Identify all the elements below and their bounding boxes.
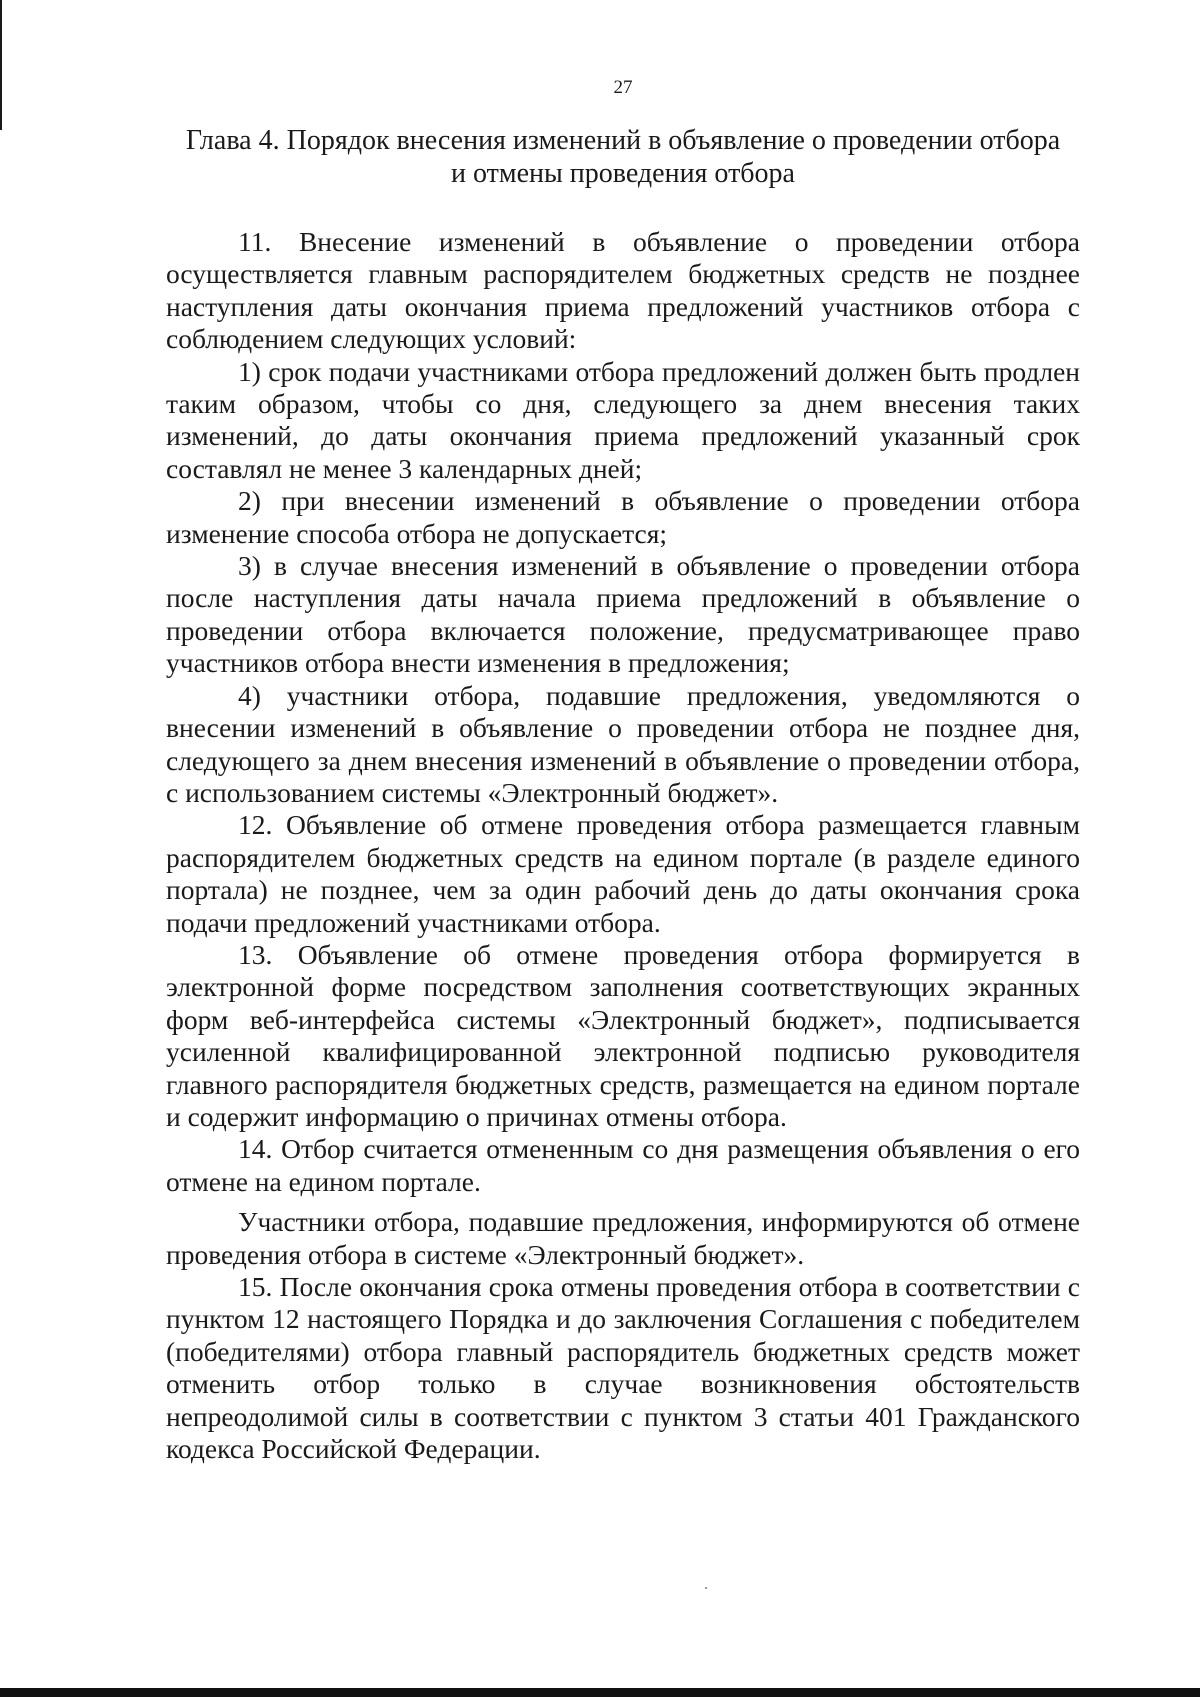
chapter-title-line-1: Глава 4. Порядок внесения изменений в объявление о проведении отбора [185, 125, 1061, 156]
paragraph-participants-notice: Участники отбора, подавшие предложения, информируются об отмене проведения отбора в системе «Электронный бюджет». [166, 1206, 1080, 1270]
paragraph-14: 14. Отбор считается отмененным со дня размещения объявления о его отмене на едином портале. [166, 1133, 1080, 1197]
paragraph-15: 15. После окончания срока отмены проведения отбора в соответствии с пунктом 12 настоящего Порядка и до заключения Соглашения с победителем (победителями) отбора главный распорядитель бюджетных средств может отменить отбор только в случае возникновения обстоятельств непреодолимой силы в соответствии с пунктом 3 статьи 401 Гражданского кодекса Российской Федерации. [166, 1271, 1080, 1465]
document-page [166, 70, 1080, 1465]
chapter-title [166, 125, 1080, 190]
paragraph-11: 11. Внесение изменений в объявление о проведении отбора осуществляется главным распорядителем бюджетных средств не позднее наступления даты окончания приема предложений участников отбора с соблюдением следующих условий: [166, 226, 1080, 355]
page-number: 27 [613, 77, 633, 98]
paragraph-11-item-1: 1) срок подачи участниками отбора предложений должен быть продлен таким образом, чтобы со дня, следующего за днем внесения таких изменений, до даты окончания приема предложений указанный срок составлял не менее 3 календарных дней; [166, 355, 1080, 484]
paragraph-12: 12. Объявление об отмене проведения отбора размещается главным распорядителем бюджетных средств на едином портале (в разделе единого портала) не позднее, чем за один рабочий день до даты окончания срока подачи предложений участниками отбора. [166, 809, 1080, 938]
paragraph-11-item-2: 2) при внесении изменений в объявление о проведении отбора изменение способа отбора не допускается; [166, 485, 1080, 549]
scan-speck [705, 1587, 707, 1589]
paragraph-13: 13. Объявление об отмене проведения отбора формируется в электронной форме посредством заполнения соответствующих экранных форм веб-интерфейса системы «Электронный бюджет», подписывается усиленной квалифицированной электронной подписью руководителя главного распорядителя бюджетных средств, размещается на едином портале и содержит информацию о причинах отмены отбора. [166, 938, 1080, 1132]
chapter-title-line-2: и отмены проведения отбора [451, 157, 795, 189]
scan-edge-bottom [0, 1688, 1200, 1697]
scan-edge-left [0, 0, 2, 130]
paragraph-11-item-4: 4) участники отбора, подавшие предложения, уведомляются о внесении изменений в объявление о проведении отбора не позднее дня, следующего за днем внесения изменений в объявление о проведении отбора, с использованием системы «Электронный бюджет». [166, 679, 1080, 808]
paragraph-11-item-3: 3) в случае внесения изменений в объявление о проведении отбора после наступления даты начала приема предложений в объявление о проведении отбора включается положение, предусматривающее право участников отбора внести изменения в предложения; [166, 550, 1080, 679]
